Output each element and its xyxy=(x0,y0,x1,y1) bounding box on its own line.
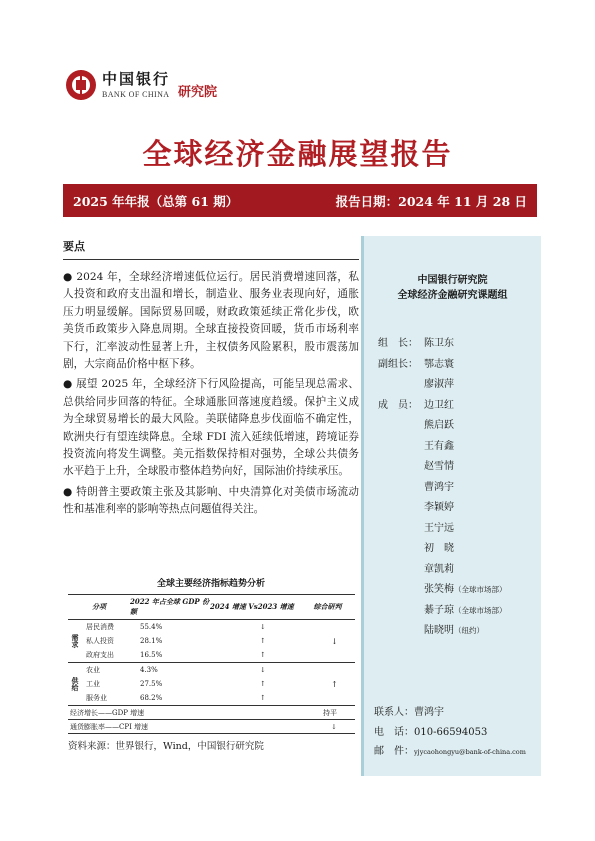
member-role xyxy=(378,375,424,396)
member-role xyxy=(378,601,424,622)
heading-divider xyxy=(63,259,359,260)
contact-email-row xyxy=(374,742,526,763)
note-value: ↓ xyxy=(331,722,337,731)
member-row xyxy=(378,519,507,540)
member-role xyxy=(378,580,424,601)
summary-paragraph: ● 特朗普主要政策主张及其影响、中央清算化对美债市场流动性和基准利率的影响等热点问题值得关注。 xyxy=(63,485,359,516)
row-share: 27.5% xyxy=(140,680,163,688)
member-row xyxy=(378,478,507,499)
table-row xyxy=(82,620,314,634)
row-name: 居民消费 xyxy=(86,623,114,631)
member-role xyxy=(378,498,424,519)
row-name: 政府支出 xyxy=(86,651,114,659)
contact-phone-row xyxy=(374,723,526,743)
logo-name-en: BANK OF CHINA xyxy=(102,89,170,99)
member-row xyxy=(378,457,507,478)
logo-institute: 研究院 xyxy=(178,84,218,100)
member-role: 组 长： xyxy=(378,338,418,349)
member-note: （纽约） xyxy=(454,626,484,635)
member-row xyxy=(378,375,507,396)
row-arrow: ↑ xyxy=(260,680,266,688)
member-name: 李颖婷 xyxy=(424,502,454,513)
summary-heading: 要点 xyxy=(63,240,85,253)
table-row xyxy=(82,691,314,705)
row-share: 4.3% xyxy=(140,666,158,674)
group-overall: ↓ xyxy=(331,636,338,646)
table-header xyxy=(68,594,355,620)
member-name: 初 晓 xyxy=(424,543,454,554)
member-role xyxy=(378,437,424,458)
member-role xyxy=(378,478,424,499)
report-title: 全球经济金融展望报告 xyxy=(142,137,453,171)
sidebar-header xyxy=(364,273,541,303)
table-row xyxy=(82,648,314,662)
logo-name-cn: 中国银行 xyxy=(102,69,171,88)
table-note-row xyxy=(68,706,355,720)
member-list xyxy=(378,334,507,642)
member-name: 张笑梅 xyxy=(424,584,454,595)
row-share: 55.4% xyxy=(140,623,163,631)
contact-person-label: 联系人： xyxy=(374,707,414,718)
member-row xyxy=(378,334,507,355)
member-name: 赵雪情 xyxy=(424,461,454,472)
row-arrow: ↑ xyxy=(260,651,266,659)
sidebar-group: 全球经济金融研究课题组 xyxy=(397,290,508,301)
table-source: 资料来源：世界银行，Wind，中国银行研究院 xyxy=(68,741,264,752)
row-name: 农业 xyxy=(86,666,100,674)
member-row xyxy=(378,621,507,642)
table-title: 全球主要经济指标趋势分析 xyxy=(156,579,265,589)
group-overall: ↑ xyxy=(331,679,338,689)
member-role xyxy=(378,416,424,437)
summary-paragraph: ● 展望 2025 年，全球经济下行风险提高，可能呈现总需求、总供给同步回落的特征。全球通胀回落速度趋缓。保护主义成为全球贸易增长的最大风险。美联储降息步伐面临不确定性，欧洲央行有望连续降息。全球 FDI 流入延续低增速，跨境证券投资流向将发生调整。美元指数保持相对强势，全球公共债务水平趋于上升，全球股市整体趋势向好，国际油价持续承压。 xyxy=(63,378,359,478)
row-share: 16.5% xyxy=(140,651,163,659)
member-name: 边卫红 xyxy=(424,399,454,411)
header-overall: 综合研判 xyxy=(313,602,342,611)
contact-email-link[interactable]: yjycaohongyu@bank-of-china.com xyxy=(414,748,526,756)
member-role: 成 员： xyxy=(378,399,418,411)
table-row xyxy=(82,634,314,648)
member-name: 王有鑫 xyxy=(424,440,454,452)
row-arrow: ↓ xyxy=(260,623,266,631)
row-arrow: ↓ xyxy=(260,666,266,674)
indicator-table xyxy=(68,594,355,734)
member-role xyxy=(378,621,424,642)
boc-logo-icon xyxy=(66,70,96,100)
logo-text xyxy=(102,69,171,99)
member-name: 鄂志寰 xyxy=(424,358,454,370)
issue-label: 2025 年年报（总第 61 期） xyxy=(73,193,239,209)
row-name: 私人投资 xyxy=(86,637,114,645)
group-label: 需求 xyxy=(71,634,80,648)
member-name: 曹鸿宇 xyxy=(424,481,454,493)
row-name: 工业 xyxy=(86,680,100,688)
summary-section xyxy=(63,238,359,519)
group-label: 供给 xyxy=(71,677,80,691)
header-gdp-share: 2022 年占全球 GDP 份额 xyxy=(130,597,210,616)
note-label: 通货膨胀率——CPI 增速 xyxy=(70,722,149,731)
member-note: （全球市场部） xyxy=(454,605,507,615)
note-value: 持平 xyxy=(323,708,337,717)
member-role xyxy=(378,519,424,540)
member-name: 王宁远 xyxy=(424,522,454,534)
member-name: 陈卫东 xyxy=(424,338,454,349)
member-row xyxy=(378,355,507,376)
bank-logo xyxy=(66,70,217,100)
note-label: 经济增长——GDP 增速 xyxy=(70,708,145,717)
row-share: 28.1% xyxy=(140,637,163,645)
header-growth: 2024 增速 Vs2023 增速 xyxy=(210,602,294,611)
contact-block xyxy=(374,703,526,763)
table-row xyxy=(82,677,314,691)
row-share: 68.2% xyxy=(140,694,163,702)
member-name: 陆晓明 xyxy=(424,625,454,636)
row-arrow: ↑ xyxy=(260,637,266,645)
member-name: 章凯莉 xyxy=(424,563,454,575)
member-name: 熊启跃 xyxy=(424,420,454,431)
contact-person-row xyxy=(374,703,526,723)
member-row xyxy=(378,601,507,622)
member-role: 副组长： xyxy=(378,358,418,370)
contact-phone-label: 电 话： xyxy=(374,726,414,738)
member-row xyxy=(378,437,507,458)
summary-paragraph: ● 2024 年，全球经济增速低位运行。居民消费增速回落，私人投资和政府支出温和增长，制造业、服务业表现向好，通胀压力明显缓解。国际贸易回暖，财政政策延续正常化步伐，欧美货币政策步入降息周期。全球直接投资回暖，货币市场利率下行，汇率波动性显著上升，主权债务风险累积，股市震荡加剧，大宗商品价格中枢下移。 xyxy=(63,271,359,371)
contact-person: 曹鸿宇 xyxy=(414,707,444,718)
report-banner xyxy=(63,184,537,217)
member-row xyxy=(378,498,507,519)
table-group-demand xyxy=(68,620,355,663)
contact-email-label: 邮 件： xyxy=(374,746,414,757)
contact-phone: 010-66594053 xyxy=(414,726,488,738)
table-row xyxy=(82,663,314,677)
member-row xyxy=(378,560,507,581)
header-category: 分项 xyxy=(92,602,106,611)
member-name: 廖淑萍 xyxy=(424,379,454,390)
table-group-supply xyxy=(68,663,355,706)
table-note-row xyxy=(68,720,355,734)
row-name: 服务业 xyxy=(86,694,107,702)
member-name: 綦子琼 xyxy=(424,604,454,616)
member-row xyxy=(378,416,507,437)
member-row xyxy=(378,580,507,601)
member-row xyxy=(378,539,507,560)
member-note: （全球市场部） xyxy=(454,585,507,594)
research-team-sidebar xyxy=(361,236,541,776)
member-role xyxy=(378,457,424,478)
member-role xyxy=(378,539,424,560)
row-arrow: ↑ xyxy=(260,694,266,702)
sidebar-org: 中国银行研究院 xyxy=(417,275,488,286)
member-row xyxy=(378,396,507,417)
member-role xyxy=(378,560,424,581)
report-date: 报告日期：2024 年 11 月 28 日 xyxy=(335,193,527,209)
